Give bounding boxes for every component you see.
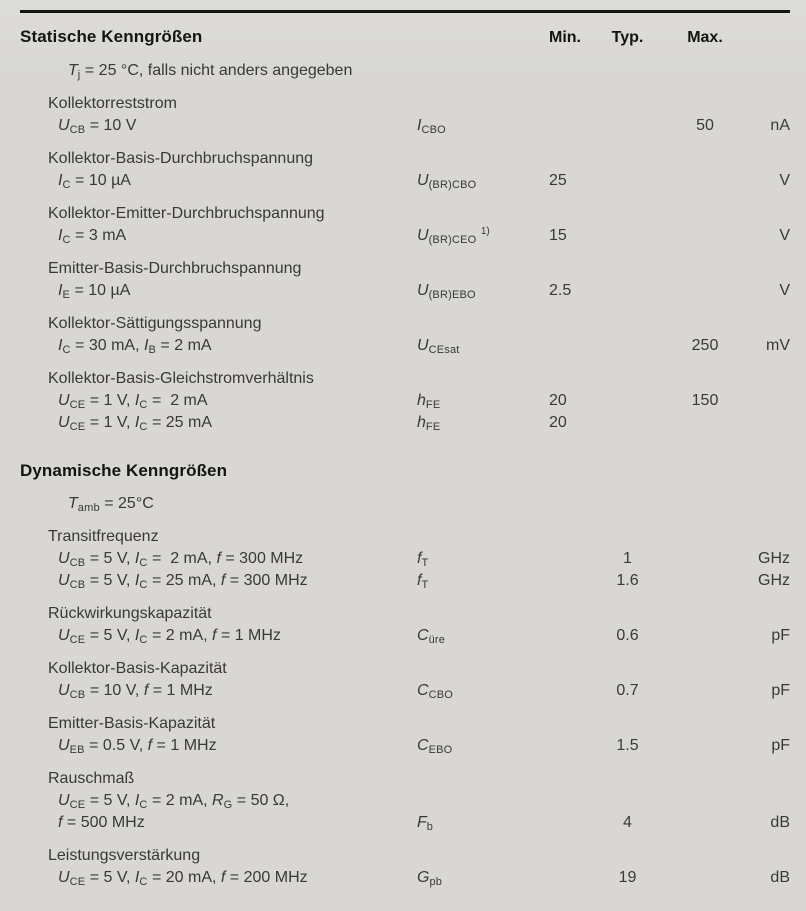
table-row [20, 412, 790, 434]
condition: $U_{CE} = 5$ V, $I_C = 2$ mA, f = 1 MHz [58, 627, 281, 646]
section-note: $T_j = 25$ °C, falls nicht anders angegeben [68, 62, 353, 81]
column-header-min: Min. [549, 29, 581, 46]
condition: $U_{CE} = 1$ V, $I_C = 2$ mA [58, 392, 208, 411]
symbol: $U_{CEsat}$ [417, 337, 460, 356]
condition: $U_{CB} = 5$ V, $I_C = 2$ mA, f = 300 MHz [58, 550, 304, 569]
symbol: $G_{pb}$ [417, 869, 443, 888]
section-static [20, 26, 790, 434]
parameter-group [20, 258, 790, 302]
column-header-max: Max. [687, 29, 723, 46]
table-row [20, 867, 790, 889]
unit: dB [770, 869, 790, 886]
typ-value: 0.6 [616, 627, 639, 644]
symbol: $h_{FE}$ [417, 414, 441, 433]
table-row [20, 170, 790, 192]
section-header-row [20, 460, 790, 482]
parameter-group [20, 203, 790, 247]
unit: pF [771, 627, 790, 644]
min-value: 20 [549, 414, 567, 431]
parameter-group [20, 603, 790, 647]
parameter-group [20, 658, 790, 702]
min-value: 25 [549, 172, 567, 189]
unit: nA [770, 117, 790, 134]
parameter-group [20, 313, 790, 357]
typ-value: 0.7 [616, 682, 639, 699]
section-note-row [20, 60, 790, 82]
condition: $U_{CB} = 10$ V [58, 117, 137, 136]
table-row [20, 390, 790, 412]
condition: $I_C = 3$ mA [58, 227, 127, 246]
parameter-name: Kollektor-Basis-Gleichstromverhältnis [48, 370, 314, 387]
parameter-group [20, 768, 790, 834]
parameter-name: Transitfrequenz [48, 528, 159, 545]
table-row [20, 280, 790, 302]
unit: dB [770, 814, 790, 831]
table-row [20, 625, 790, 647]
table-row [20, 548, 790, 570]
typ-value: 4 [623, 814, 632, 831]
condition: $U_{CE} = 1$ V, $I_C = 25$ mA [58, 414, 213, 433]
typ-value: 19 [618, 869, 637, 886]
table-row [20, 812, 790, 834]
typ-value: 1.6 [616, 572, 639, 589]
symbol: $C_{EBO}$ [417, 737, 453, 756]
symbol: $h_{FE}$ [417, 392, 441, 411]
min-value: 15 [549, 227, 567, 244]
max-value: 150 [691, 392, 719, 409]
section-title: Dynamische Kenngrößen [20, 461, 228, 480]
condition: $U_{CB} = 5$ V, $I_C = 25$ mA, f = 300 MHz [58, 572, 308, 591]
unit: mV [766, 337, 790, 354]
parameter-name: Emitter-Basis-Kapazität [48, 715, 216, 732]
section-dynamic [20, 460, 790, 889]
parameter-group [20, 526, 790, 592]
condition: $I_C = 10$ µA [58, 172, 131, 191]
condition: $I_C = 30$ mA, $I_B = 2$ mA [58, 337, 212, 356]
section-header-row [20, 26, 790, 49]
symbol: $C_{üre}$ [417, 627, 446, 646]
parameter-group [20, 845, 790, 889]
section-note: $T_{amb} = 25^\circ C$ [68, 495, 154, 514]
table-row [20, 570, 790, 592]
typ-value: 1 [623, 550, 632, 567]
condition: f = 500 MHz [58, 814, 145, 831]
section-title: Statische Kenngrößen [20, 27, 203, 46]
parameter-name: Rauschmaß [48, 770, 135, 787]
table-row [20, 790, 790, 812]
unit: V [779, 282, 790, 299]
section-note-row [20, 493, 790, 515]
min-value: 2.5 [549, 282, 572, 299]
symbol: $U_{(BR)CEO}$ $^{1)}$ [417, 226, 490, 246]
parameter-name: Kollektor-Sättigungsspannung [48, 315, 262, 332]
min-value: 20 [549, 392, 567, 409]
symbol: $C_{CBO}$ [417, 682, 453, 701]
condition: $U_{EB} = 0.5$ V, f = 1 MHz [58, 737, 217, 756]
table-row [20, 335, 790, 357]
unit: pF [771, 682, 790, 699]
symbol: $U_{(BR)CBO}$ [417, 172, 477, 191]
symbol: $U_{(BR)EBO}$ [417, 282, 476, 301]
symbol: $F_b$ [417, 814, 434, 833]
parameter-group [20, 148, 790, 192]
condition: $U_{CE} = 5$ V, $I_C = 20$ mA, f = 200 MHz [58, 869, 308, 888]
unit: V [779, 172, 790, 189]
unit: pF [771, 737, 790, 754]
parameter-name: Leistungsverstärkung [48, 847, 201, 864]
parameter-group [20, 368, 790, 434]
symbol: $f_T$ [417, 550, 429, 569]
unit: GHz [758, 572, 790, 589]
top-rule [20, 10, 790, 13]
parameter-name: Kollektorreststrom [48, 95, 177, 112]
symbol: $I_{CBO}$ [417, 117, 446, 136]
max-value: 250 [691, 337, 719, 354]
parameter-name: Kollektor-Basis-Durchbruchspannung [48, 150, 314, 167]
unit: GHz [758, 550, 790, 567]
parameter-group [20, 93, 790, 137]
unit: V [779, 227, 790, 244]
table-row [20, 115, 790, 137]
table-row [20, 225, 790, 247]
table-row [20, 680, 790, 702]
condition: $U_{CB} = 10$ V, f = 1 MHz [58, 682, 213, 701]
condition: $U_{CE} = 5$ V, $I_C = 2$ mA, $R_G = 50$ Ω, [58, 792, 290, 811]
typ-value: 1.5 [616, 737, 639, 754]
parameter-name: Emitter-Basis-Durchbruchspannung [48, 260, 302, 277]
parameter-name: Rückwirkungskapazität [48, 605, 212, 622]
parameter-name: Kollektor-Emitter-Durchbruchspannung [48, 205, 325, 222]
column-header-typ: Typ. [611, 29, 644, 46]
condition: $I_E = 10$ µA [58, 282, 131, 301]
max-value: 50 [696, 117, 714, 134]
table-row [20, 735, 790, 757]
symbol: $f_T$ [417, 572, 429, 591]
parameter-name: Kollektor-Basis-Kapazität [48, 660, 227, 677]
parameter-group [20, 713, 790, 757]
